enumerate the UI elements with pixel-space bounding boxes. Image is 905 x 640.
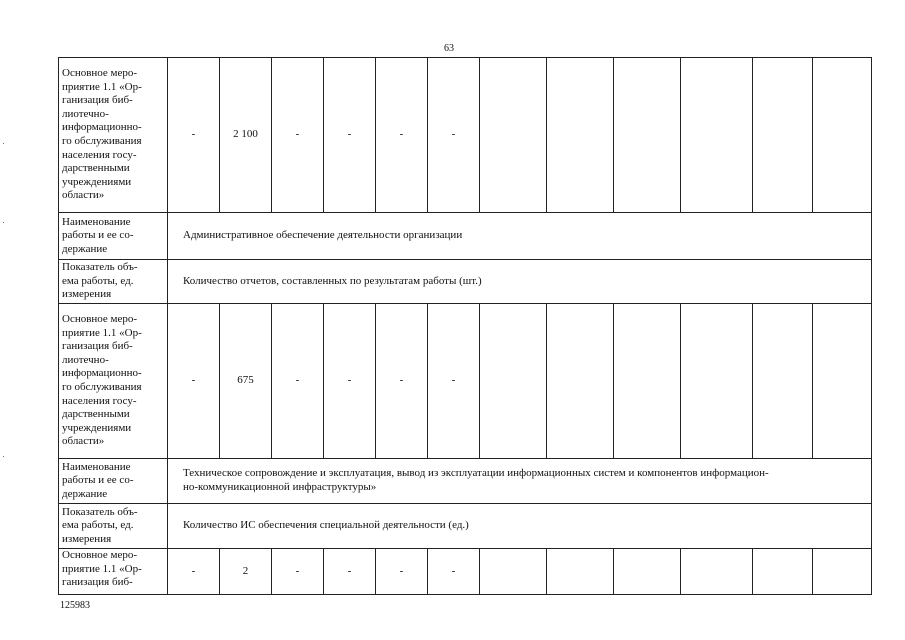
row-label-line: ганизация биб-	[62, 576, 133, 589]
value-cell	[681, 549, 753, 595]
row-label-line: области»	[62, 189, 105, 202]
value-cell	[753, 549, 813, 595]
value-cell: -	[376, 549, 428, 595]
row-label-line: приятие 1.1 «Ор-	[62, 80, 142, 93]
scan-mark	[3, 222, 4, 223]
measure-row	[59, 304, 872, 459]
value-cell: 675	[220, 304, 272, 459]
value-cell	[813, 58, 872, 213]
row-label-line: держание	[62, 487, 108, 500]
value-cell	[753, 58, 813, 213]
row-label-line: Показатель объ-	[62, 261, 138, 274]
description-line: Количество ИС обеспечения специальной деятельности (ед.)	[183, 519, 469, 532]
row-label	[59, 549, 168, 595]
row-label-line: приятие 1.1 «Ор-	[62, 562, 142, 575]
value-cell	[480, 304, 547, 459]
value-cell: -	[324, 549, 376, 595]
row-label	[59, 459, 168, 504]
value-cell	[614, 304, 681, 459]
row-label	[59, 58, 168, 213]
row-label-line: ганизация биб-	[62, 340, 133, 353]
row-label-line: го обслуживания	[62, 135, 142, 147]
value-cell	[480, 58, 547, 213]
row-label-line: области»	[62, 435, 105, 448]
value-cell	[681, 304, 753, 459]
value-cell	[547, 304, 614, 459]
value-cell	[547, 549, 614, 595]
value-cell: -	[324, 58, 376, 213]
value-cell	[614, 58, 681, 213]
work-description	[168, 213, 872, 260]
row-label-line: Наименование	[62, 215, 131, 228]
indicator-description	[168, 260, 872, 304]
value-cell: 2 100	[220, 58, 272, 213]
value-cell: -	[168, 304, 220, 459]
value-cell: -	[168, 549, 220, 595]
value-cell	[813, 549, 872, 595]
value-cell	[614, 549, 681, 595]
row-label-line: дарственными	[62, 408, 130, 421]
row-label-line: измерения	[62, 288, 112, 301]
scan-mark	[3, 143, 4, 144]
row-label-line: информационно-	[62, 121, 142, 134]
row-label-line: Основное меро-	[62, 67, 138, 80]
row-label	[59, 260, 168, 304]
row-label-line: учреждениями	[62, 175, 132, 188]
value-cell: -	[376, 58, 428, 213]
measure-row	[59, 58, 872, 213]
value-cell: -	[272, 58, 324, 213]
work-name-row	[59, 213, 872, 260]
row-label-line: лиотечно-	[62, 353, 109, 366]
row-label-line: ганизация биб-	[62, 94, 133, 107]
work-name-row	[59, 459, 872, 504]
row-label-line: Основное меро-	[62, 549, 138, 561]
description-line: Количество отчетов, составленных по результатам работы (шт.)	[183, 274, 482, 287]
row-label-line: учреждениями	[62, 421, 132, 434]
row-label-line: го обслуживания	[62, 381, 142, 393]
value-cell: -	[324, 304, 376, 459]
value-cell: 2	[220, 549, 272, 595]
row-label-line: Показатель объ-	[62, 505, 138, 518]
row-label-line: держание	[62, 242, 108, 255]
indicator-row	[59, 260, 872, 304]
indicator-description	[168, 504, 872, 549]
row-label-line: измерения	[62, 532, 112, 545]
description-line: Административное обеспечение деятельности организации	[183, 229, 463, 242]
value-cell: -	[168, 58, 220, 213]
row-label-line: работы и ее со-	[62, 474, 134, 487]
row-label-line: приятие 1.1 «Ор-	[62, 326, 142, 339]
value-cell: -	[272, 549, 324, 595]
row-label-line: ема работы, ед.	[62, 519, 134, 532]
value-cell	[753, 304, 813, 459]
row-label-line: дарственными	[62, 162, 130, 175]
description-line: Техническое сопровождение и эксплуатация, вывод из эксплуатации информационных систем и компонентов информацион-	[183, 467, 769, 480]
row-label-line: Наименование	[62, 460, 131, 473]
value-cell: -	[428, 58, 480, 213]
row-label-line: информационно-	[62, 367, 142, 380]
value-cell: -	[428, 304, 480, 459]
indicator-row	[59, 504, 872, 549]
value-cell	[813, 304, 872, 459]
row-label-line: населения госу-	[62, 394, 137, 407]
budget-table	[58, 57, 872, 595]
value-cell: -	[272, 304, 324, 459]
work-description	[168, 459, 872, 504]
value-cell	[681, 58, 753, 213]
row-label	[59, 504, 168, 549]
row-label-line: Основное меро-	[62, 313, 138, 326]
description-line: но-коммуникационной инфраструктуры»	[183, 481, 377, 493]
row-label	[59, 304, 168, 459]
value-cell	[480, 549, 547, 595]
document-id: 125983	[60, 600, 90, 611]
measure-row	[59, 549, 872, 595]
row-label-line: работы и ее со-	[62, 229, 134, 242]
scan-mark	[3, 456, 4, 457]
row-label-line: лиотечно-	[62, 107, 109, 120]
value-cell: -	[428, 549, 480, 595]
value-cell: -	[376, 304, 428, 459]
row-label-line: ема работы, ед.	[62, 274, 134, 287]
value-cell	[547, 58, 614, 213]
page-number: 63	[444, 43, 454, 54]
row-label-line: населения госу-	[62, 148, 137, 161]
row-label	[59, 213, 168, 260]
